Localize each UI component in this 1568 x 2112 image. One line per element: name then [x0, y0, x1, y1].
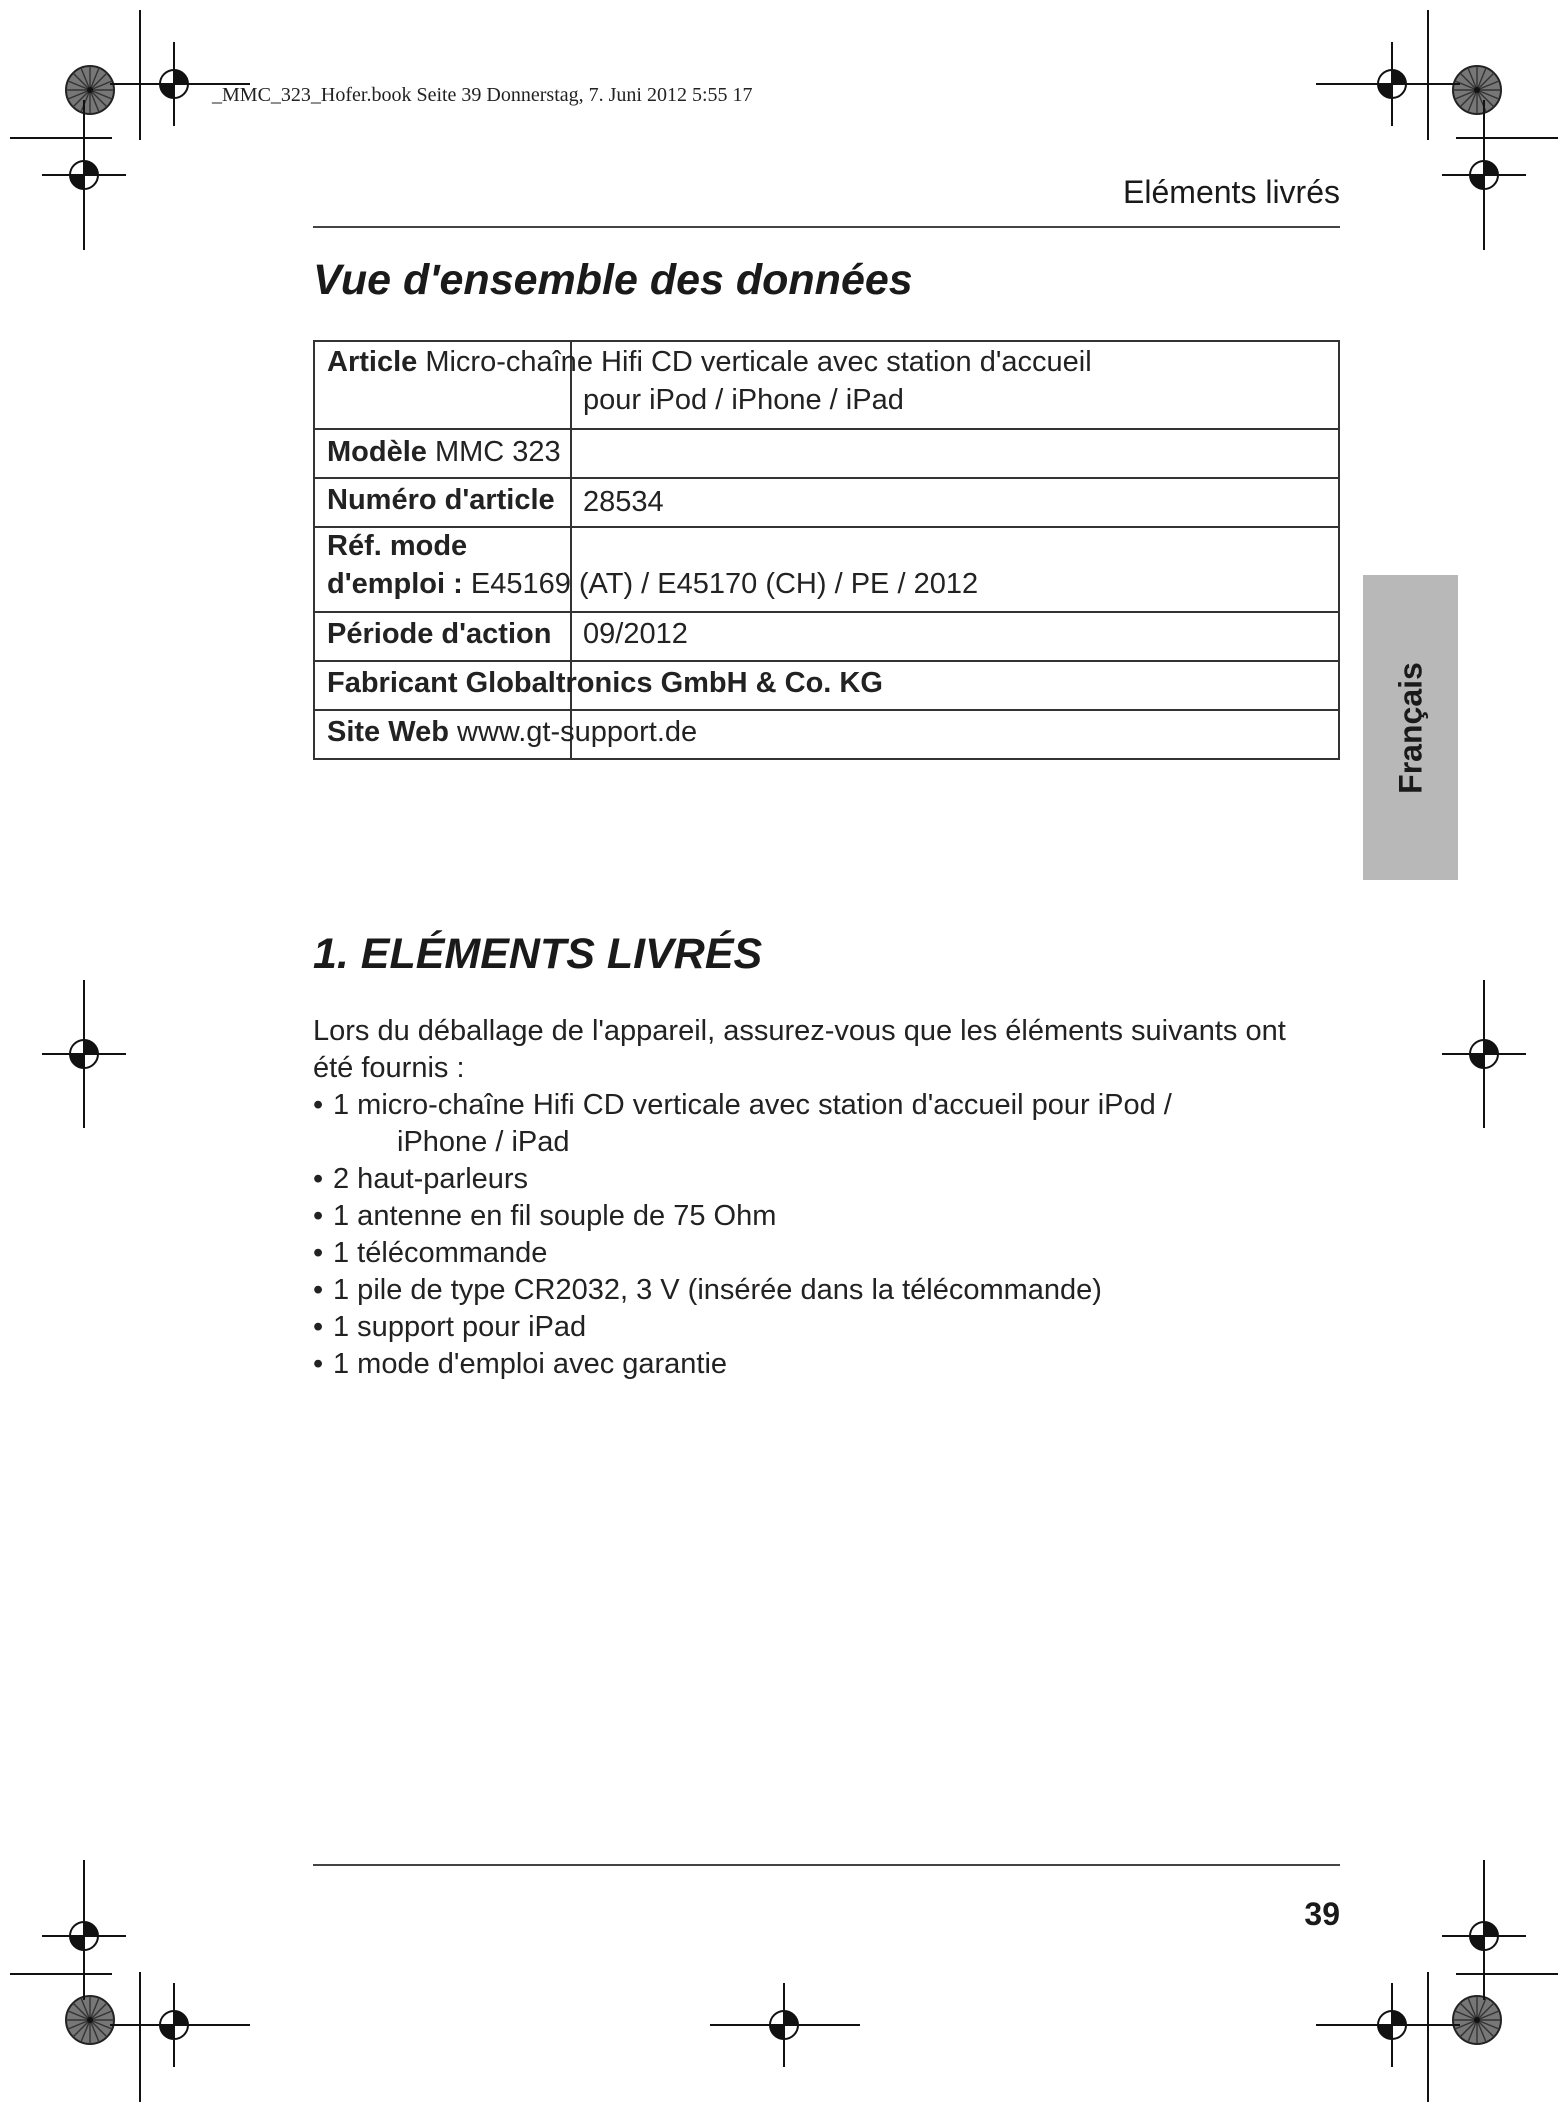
bullet: •: [313, 1274, 324, 1306]
row-label: Modèle: [327, 436, 427, 468]
row-label: Réf. mode: [327, 530, 468, 562]
row-value: Globaltronics GmbH & Co. KG: [465, 667, 883, 699]
list-item: [313, 1346, 1343, 1383]
row-label: Article: [327, 346, 418, 378]
delivered-items-list: [313, 1087, 1343, 1383]
row-value: 28534: [583, 486, 664, 518]
table-row: [315, 342, 1338, 428]
color-wheel-icon: [1453, 1996, 1501, 2044]
language-tab: [1363, 575, 1458, 880]
column-divider: [570, 479, 572, 526]
row-label: Période d'action: [327, 618, 552, 650]
row-label: Fabricant: [327, 667, 458, 699]
intro-line: Lors du déballage de l'appareil, assurez-vous que les éléments suivants ont: [313, 1015, 1286, 1047]
list-item: [313, 1309, 1343, 1346]
overview-heading: Vue d'ensemble des données: [313, 256, 913, 304]
list-item: [313, 1161, 1343, 1198]
list-item-text: 1 mode d'emploi avec garantie: [333, 1348, 728, 1380]
column-divider: [570, 613, 572, 660]
table-row: [315, 709, 1338, 758]
bullet: •: [313, 1348, 324, 1380]
table-row: [315, 526, 1338, 611]
page-number: 39: [1304, 1896, 1340, 1932]
list-item: [313, 1235, 1343, 1272]
row-value: www.gt-support.de: [457, 716, 698, 748]
list-item: [313, 1272, 1343, 1309]
section-heading: 1. ELÉMENTS LIVRÉS: [313, 930, 763, 978]
row-label-continued: d'emploi :: [327, 568, 463, 600]
list-item-text: 1 télécommande: [333, 1237, 548, 1269]
row-value: E45169 (AT) / E45170 (CH) / PE / 2012: [470, 568, 979, 600]
bullet: •: [313, 1089, 324, 1121]
table-row: [315, 611, 1338, 660]
print-info-line: _MMC_323_Hofer.book Seite 39 Donnerstag, 7. Juni 2012 5:55 17: [212, 84, 753, 106]
table-row: [315, 477, 1338, 526]
section-intro: [313, 1013, 1353, 1087]
language-tab-label: Français: [1392, 661, 1428, 794]
list-item-text: 2 haut-parleurs: [333, 1163, 529, 1195]
bullet: •: [313, 1311, 324, 1343]
color-wheel-icon: [66, 66, 114, 114]
list-item: [313, 1198, 1343, 1235]
intro-line: été fournis :: [313, 1052, 465, 1084]
data-overview-table: [313, 340, 1340, 760]
list-item-text: 1 antenne en fil souple de 75 Ohm: [333, 1200, 777, 1232]
list-item-text: 1 micro-chaîne Hifi CD verticale avec station d'accueil pour iPod /: [333, 1089, 1172, 1121]
list-item: [313, 1087, 1343, 1161]
bullet: •: [313, 1237, 324, 1269]
row-value: 09/2012: [583, 618, 688, 650]
list-item-text: 1 pile de type CR2032, 3 V (insérée dans la télécommande): [333, 1274, 1102, 1306]
row-value-continued: pour iPod / iPhone / iPad: [583, 384, 904, 416]
header-rule: [313, 226, 1340, 228]
row-value: Micro-chaîne Hifi CD verticale avec station d'accueil: [425, 346, 1092, 378]
table-row: [315, 660, 1338, 709]
color-wheel-icon: [66, 1996, 114, 2044]
list-item-text: 1 support pour iPad: [333, 1311, 587, 1343]
row-label: Site Web: [327, 716, 449, 748]
row-value: MMC 323: [434, 436, 561, 468]
bullet: •: [313, 1163, 324, 1195]
row-label: Numéro d'article: [327, 484, 555, 516]
column-divider: [570, 430, 572, 477]
list-item-text-continued: iPhone / iPad: [397, 1126, 570, 1158]
bullet: •: [313, 1200, 324, 1232]
table-row: [315, 428, 1338, 477]
footer-rule: [313, 1864, 1340, 1866]
running-header-title: Eléments livrés: [1123, 174, 1340, 210]
color-wheel-icon: [1453, 66, 1501, 114]
